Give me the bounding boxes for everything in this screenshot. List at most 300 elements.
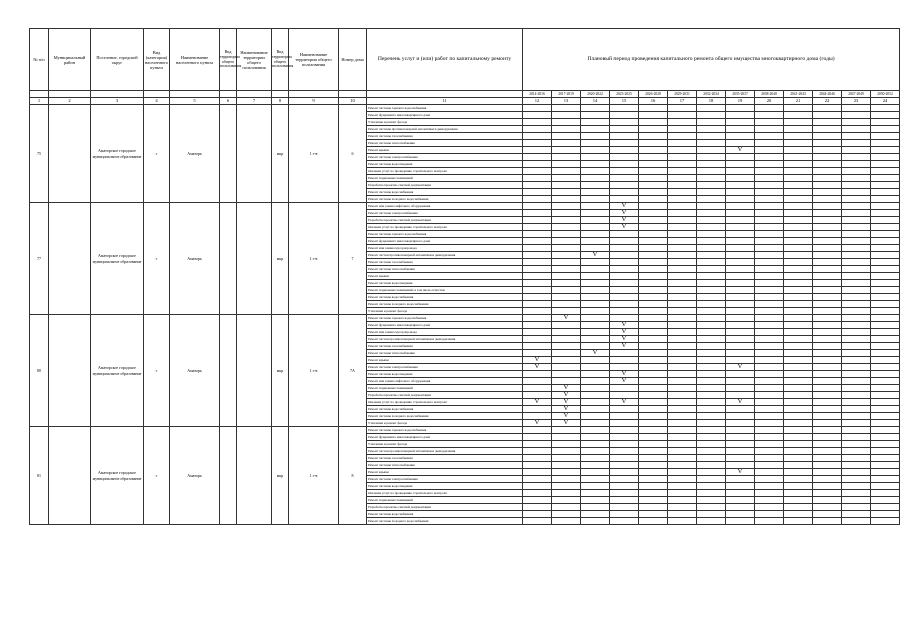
year-empty-cell [639, 196, 668, 203]
year-empty-cell [639, 231, 668, 238]
year-empty-cell [697, 427, 726, 434]
year-empty-cell [697, 217, 726, 224]
year-empty-cell [726, 378, 755, 385]
year-empty-cell [581, 140, 610, 147]
year-mark-cell: V [552, 420, 581, 427]
work-name-cell: Разработка проектно-сметной документации [367, 504, 523, 511]
year-empty-cell [784, 140, 813, 147]
year-empty-cell [639, 336, 668, 343]
year-mark-cell: V [726, 469, 755, 476]
year-empty-cell [552, 455, 581, 462]
year-empty-cell [581, 371, 610, 378]
year-empty-cell [813, 245, 842, 252]
year-empty-cell [813, 343, 842, 350]
year-empty-cell [668, 392, 697, 399]
year-empty-cell [639, 119, 668, 126]
year-empty-cell [639, 511, 668, 518]
year-empty-cell [668, 196, 697, 203]
year-empty-cell [755, 413, 784, 420]
year-empty-cell [784, 469, 813, 476]
year-empty-cell [639, 462, 668, 469]
year-empty-cell [813, 105, 842, 112]
year-empty-cell [784, 126, 813, 133]
year-empty-cell [784, 217, 813, 224]
years-spacer-cell [272, 91, 289, 98]
block-empty-6 [220, 315, 237, 427]
year-empty-cell [726, 483, 755, 490]
work-row [30, 427, 900, 434]
year-empty-cell [697, 245, 726, 252]
year-header-cell: 2017-2019 [552, 91, 581, 98]
year-empty-cell [668, 217, 697, 224]
year-empty-cell [668, 133, 697, 140]
work-name-cell: Ремонт подвальных помещений [367, 175, 523, 182]
year-empty-cell [581, 504, 610, 511]
block-num: 77 [30, 203, 49, 315]
year-empty-cell [581, 105, 610, 112]
year-empty-cell [842, 420, 871, 427]
year-empty-cell [842, 392, 871, 399]
year-empty-cell [639, 175, 668, 182]
year-empty-cell [552, 140, 581, 147]
header-settlement: Поселение, городской округ [91, 29, 144, 91]
year-empty-cell [842, 105, 871, 112]
year-empty-cell [784, 378, 813, 385]
year-empty-cell [697, 441, 726, 448]
year-empty-cell [523, 210, 552, 217]
year-empty-cell [755, 161, 784, 168]
year-empty-cell [784, 399, 813, 406]
year-header-cell: 2026-2028 [639, 91, 668, 98]
year-empty-cell [610, 469, 639, 476]
year-empty-cell [610, 301, 639, 308]
column-number-cell: 7 [237, 98, 272, 105]
year-empty-cell [668, 203, 697, 210]
year-empty-cell [871, 224, 900, 231]
year-empty-cell [523, 280, 552, 287]
year-empty-cell [610, 434, 639, 441]
year-empty-cell [697, 105, 726, 112]
year-empty-cell [610, 189, 639, 196]
work-name-cell: Ремонт систем противопожарной автоматики и дымоудаления [367, 336, 523, 343]
year-empty-cell [610, 105, 639, 112]
work-name-cell: Разработка проектно-сметной документации [367, 182, 523, 189]
year-empty-cell [668, 105, 697, 112]
year-empty-cell [871, 420, 900, 427]
work-name-cell: Ремонт системы газоснабжения [367, 259, 523, 266]
year-empty-cell [755, 434, 784, 441]
year-empty-cell [610, 427, 639, 434]
year-empty-cell [523, 238, 552, 245]
year-empty-cell [581, 182, 610, 189]
year-empty-cell [552, 504, 581, 511]
column-number-cell: 21 [784, 98, 813, 105]
block-num: 81 [30, 427, 49, 525]
year-empty-cell [552, 161, 581, 168]
year-header-cell: 2032-2034 [697, 91, 726, 98]
year-empty-cell [697, 238, 726, 245]
year-empty-cell [842, 364, 871, 371]
year-empty-cell [610, 175, 639, 182]
year-empty-cell [871, 140, 900, 147]
year-empty-cell [842, 301, 871, 308]
year-empty-cell [813, 504, 842, 511]
year-empty-cell [610, 504, 639, 511]
year-empty-cell [784, 511, 813, 518]
year-empty-cell [842, 175, 871, 182]
year-empty-cell [639, 182, 668, 189]
year-empty-cell [755, 504, 784, 511]
year-empty-cell [842, 273, 871, 280]
year-empty-cell [726, 112, 755, 119]
year-empty-cell [639, 385, 668, 392]
work-name-cell: Ремонт системы водоснабжения [367, 189, 523, 196]
year-empty-cell [552, 266, 581, 273]
year-empty-cell [726, 518, 755, 525]
year-empty-cell [842, 399, 871, 406]
year-header-cell: 2044-2046 [813, 91, 842, 98]
block-category: г [144, 203, 170, 315]
year-empty-cell [610, 287, 639, 294]
year-mark-cell: V [552, 406, 581, 413]
year-empty-cell [552, 175, 581, 182]
year-empty-cell [552, 119, 581, 126]
year-empty-cell [639, 413, 668, 420]
year-empty-cell [813, 511, 842, 518]
year-empty-cell [552, 224, 581, 231]
year-empty-cell [784, 147, 813, 154]
year-empty-cell [523, 448, 552, 455]
year-empty-cell [813, 287, 842, 294]
year-empty-cell [552, 490, 581, 497]
year-empty-cell [523, 315, 552, 322]
year-empty-cell [697, 469, 726, 476]
year-empty-cell [668, 441, 697, 448]
year-empty-cell [813, 427, 842, 434]
year-empty-cell [639, 273, 668, 280]
year-empty-cell [552, 371, 581, 378]
year-empty-cell [668, 140, 697, 147]
year-empty-cell [697, 133, 726, 140]
year-empty-cell [668, 483, 697, 490]
column-number-cell: 12 [523, 98, 552, 105]
year-empty-cell [581, 189, 610, 196]
header-territory-name-2: Наименование территории общего пользования [289, 29, 339, 91]
year-empty-cell [755, 455, 784, 462]
year-empty-cell [784, 252, 813, 259]
year-empty-cell [813, 364, 842, 371]
year-empty-cell [668, 112, 697, 119]
work-name-cell: Ремонт системы электроснабжения [367, 364, 523, 371]
year-empty-cell [842, 245, 871, 252]
year-mark-cell: V [552, 392, 581, 399]
work-name-cell: Утепление и ремонт фасада [367, 308, 523, 315]
year-empty-cell [755, 231, 784, 238]
year-header-cell: 2035-2037 [726, 91, 755, 98]
year-empty-cell [871, 490, 900, 497]
column-number-cell: 17 [668, 98, 697, 105]
header-territory-type: Вид территории общего пользования [220, 29, 237, 91]
year-empty-cell [726, 189, 755, 196]
year-empty-cell [726, 343, 755, 350]
year-empty-cell [726, 245, 755, 252]
year-empty-cell [610, 294, 639, 301]
year-empty-cell [552, 189, 581, 196]
work-name-cell: Утепление и ремонт фасада [367, 441, 523, 448]
year-empty-cell [813, 231, 842, 238]
header-territory-name: Наименование территории общего пользования [237, 29, 272, 91]
year-empty-cell [871, 518, 900, 525]
year-empty-cell [871, 266, 900, 273]
year-empty-cell [523, 490, 552, 497]
year-empty-cell [842, 217, 871, 224]
year-empty-cell [639, 448, 668, 455]
work-name-cell: Разработка проектно-сметной документации [367, 392, 523, 399]
year-empty-cell [697, 511, 726, 518]
year-empty-cell [523, 161, 552, 168]
work-name-cell: Разработка проектно-сметной документации [367, 217, 523, 224]
year-empty-cell [755, 448, 784, 455]
year-empty-cell [552, 294, 581, 301]
year-empty-cell [755, 385, 784, 392]
year-empty-cell [610, 161, 639, 168]
year-empty-cell [552, 217, 581, 224]
year-empty-cell [523, 245, 552, 252]
year-empty-cell [668, 371, 697, 378]
year-empty-cell [581, 203, 610, 210]
year-empty-cell [581, 154, 610, 161]
year-empty-cell [581, 294, 610, 301]
year-empty-cell [668, 273, 697, 280]
year-empty-cell [523, 189, 552, 196]
year-empty-cell [784, 420, 813, 427]
year-mark-cell: V [523, 420, 552, 427]
year-empty-cell [871, 168, 900, 175]
year-empty-cell [639, 371, 668, 378]
year-empty-cell [697, 161, 726, 168]
year-empty-cell [639, 350, 668, 357]
year-empty-cell [523, 469, 552, 476]
year-empty-cell [784, 210, 813, 217]
year-empty-cell [639, 490, 668, 497]
block-house: 6 [339, 105, 367, 203]
column-number-cell: 20 [755, 98, 784, 105]
year-empty-cell [842, 371, 871, 378]
year-empty-cell [726, 133, 755, 140]
year-empty-cell [871, 210, 900, 217]
year-empty-cell [726, 420, 755, 427]
year-empty-cell [871, 343, 900, 350]
year-empty-cell [610, 511, 639, 518]
year-empty-cell [755, 196, 784, 203]
year-empty-cell [668, 168, 697, 175]
year-empty-cell [610, 147, 639, 154]
work-name-cell: Ремонт системы электроснабжения [367, 154, 523, 161]
work-name-cell: Ремонт фундамента многоквартирного дома [367, 434, 523, 441]
work-name-cell: Ремонт системы горячего водоснабжения [367, 427, 523, 434]
year-empty-cell [871, 105, 900, 112]
work-name-cell: Ремонт системы водоснабжения [367, 511, 523, 518]
year-empty-cell [552, 301, 581, 308]
year-empty-cell [726, 385, 755, 392]
year-empty-cell [784, 238, 813, 245]
year-empty-cell [610, 308, 639, 315]
year-empty-cell [842, 315, 871, 322]
year-empty-cell [697, 259, 726, 266]
year-mark-cell: V [726, 399, 755, 406]
block-num: 75 [30, 105, 49, 203]
year-mark-cell: V [552, 413, 581, 420]
year-mark-cell: V [610, 322, 639, 329]
year-empty-cell [581, 238, 610, 245]
year-empty-cell [697, 224, 726, 231]
column-number-cell: 5 [170, 98, 220, 105]
year-empty-cell [552, 469, 581, 476]
block-district [49, 315, 91, 427]
work-name-cell: Ремонт подвальных помещений, в том числе отмостки [367, 287, 523, 294]
year-empty-cell [784, 119, 813, 126]
column-number-cell: 10 [339, 98, 367, 105]
year-empty-cell [784, 175, 813, 182]
year-empty-cell [668, 420, 697, 427]
year-mark-cell: V [610, 210, 639, 217]
year-empty-cell [813, 301, 842, 308]
year-empty-cell [639, 357, 668, 364]
year-empty-cell [552, 357, 581, 364]
year-empty-cell [697, 322, 726, 329]
year-empty-cell [668, 126, 697, 133]
year-empty-cell [639, 364, 668, 371]
year-empty-cell [813, 315, 842, 322]
year-empty-cell [726, 455, 755, 462]
year-empty-cell [755, 469, 784, 476]
year-empty-cell [755, 308, 784, 315]
year-empty-cell [581, 483, 610, 490]
year-empty-cell [813, 182, 842, 189]
year-empty-cell [523, 511, 552, 518]
year-empty-cell [726, 259, 755, 266]
year-empty-cell [842, 518, 871, 525]
year-empty-cell [639, 203, 668, 210]
year-empty-cell [697, 126, 726, 133]
header-district: Муниципальный район [49, 29, 91, 91]
capital-repair-schedule-table [29, 28, 900, 525]
year-header-cell: 2020-2022 [581, 91, 610, 98]
year-empty-cell [697, 462, 726, 469]
year-empty-cell [755, 315, 784, 322]
year-empty-cell [842, 126, 871, 133]
year-header-cell: 2047-2049 [842, 91, 871, 98]
year-empty-cell [726, 154, 755, 161]
schedule-body [30, 105, 900, 525]
year-empty-cell [581, 196, 610, 203]
year-empty-cell [523, 182, 552, 189]
column-number-cell: 23 [842, 98, 871, 105]
work-name-cell: Ремонт системы водоснабжения [367, 406, 523, 413]
year-empty-cell [610, 413, 639, 420]
column-number-cell: 16 [639, 98, 668, 105]
year-empty-cell [668, 406, 697, 413]
year-empty-cell [842, 266, 871, 273]
year-empty-cell [610, 280, 639, 287]
year-empty-cell [726, 371, 755, 378]
column-number-cell: 24 [871, 98, 900, 105]
year-empty-cell [639, 217, 668, 224]
year-empty-cell [755, 392, 784, 399]
year-empty-cell [842, 308, 871, 315]
year-empty-cell [813, 252, 842, 259]
column-number-cell: 3 [91, 98, 144, 105]
year-empty-cell [726, 308, 755, 315]
year-empty-cell [842, 280, 871, 287]
year-empty-cell [552, 343, 581, 350]
year-empty-cell [639, 266, 668, 273]
year-empty-cell [871, 182, 900, 189]
year-empty-cell [697, 336, 726, 343]
year-empty-cell [668, 210, 697, 217]
year-empty-cell [697, 252, 726, 259]
work-name-cell: Ремонт системы электроснабжения [367, 210, 523, 217]
year-empty-cell [639, 105, 668, 112]
work-row [30, 315, 900, 322]
year-empty-cell [668, 280, 697, 287]
year-empty-cell [842, 357, 871, 364]
year-empty-cell [523, 203, 552, 210]
year-empty-cell [639, 434, 668, 441]
year-empty-cell [755, 147, 784, 154]
work-name-cell: Ремонт системы теплоснабжения [367, 350, 523, 357]
year-empty-cell [639, 308, 668, 315]
year-empty-cell [871, 308, 900, 315]
year-empty-cell [784, 189, 813, 196]
year-empty-cell [697, 399, 726, 406]
year-empty-cell [784, 161, 813, 168]
year-empty-cell [581, 301, 610, 308]
year-empty-cell [668, 455, 697, 462]
year-empty-cell [813, 168, 842, 175]
block-district [49, 105, 91, 203]
year-mark-cell: V [726, 364, 755, 371]
year-empty-cell [784, 406, 813, 413]
work-name-cell: Ремонт крыши [367, 357, 523, 364]
year-empty-cell [726, 280, 755, 287]
year-empty-cell [697, 168, 726, 175]
column-number-cell: 13 [552, 98, 581, 105]
year-empty-cell [784, 413, 813, 420]
year-empty-cell [523, 259, 552, 266]
year-empty-cell [668, 175, 697, 182]
year-empty-cell [755, 280, 784, 287]
year-mark-cell: V [581, 350, 610, 357]
year-header-cell: 2029-2031 [668, 91, 697, 98]
year-empty-cell [639, 238, 668, 245]
year-empty-cell [610, 483, 639, 490]
year-empty-cell [871, 119, 900, 126]
year-empty-cell [755, 399, 784, 406]
year-empty-cell [668, 462, 697, 469]
year-empty-cell [784, 434, 813, 441]
work-name-cell: Ремонт системы теплоснабжения [367, 140, 523, 147]
year-empty-cell [581, 119, 610, 126]
year-empty-cell [871, 378, 900, 385]
year-empty-cell [871, 126, 900, 133]
year-empty-cell [668, 315, 697, 322]
year-empty-cell [610, 231, 639, 238]
year-empty-cell [668, 245, 697, 252]
year-empty-cell [668, 308, 697, 315]
year-empty-cell [697, 413, 726, 420]
year-empty-cell [726, 301, 755, 308]
